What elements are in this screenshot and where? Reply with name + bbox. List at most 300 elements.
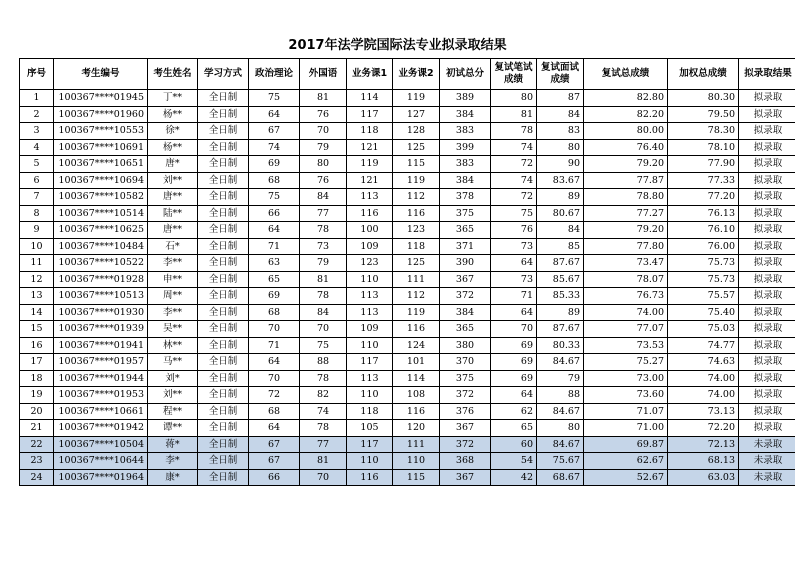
cell-major-course-1: 121 <box>347 172 393 189</box>
header-foreign-language: 外国语 <box>300 59 347 90</box>
cell-retest-written: 60 <box>491 436 537 453</box>
cell-candidate-id: 100367****10522 <box>54 255 148 272</box>
cell-retest-interview: 84.67 <box>537 403 584 420</box>
cell-study-mode: 全日制 <box>198 139 249 156</box>
cell-prelim-total: 372 <box>440 288 491 305</box>
cell-prelim-total: 376 <box>440 403 491 420</box>
cell-major-course-2: 110 <box>393 453 440 470</box>
cell-candidate-id: 100367****10513 <box>54 288 148 305</box>
cell-retest-interview: 90 <box>537 156 584 173</box>
cell-politics: 75 <box>249 90 300 107</box>
cell-retest-written: 62 <box>491 403 537 420</box>
cell-major-course-2: 125 <box>393 255 440 272</box>
cell-study-mode: 全日制 <box>198 304 249 321</box>
cell-major-course-1: 118 <box>347 123 393 140</box>
cell-major-course-2: 115 <box>393 156 440 173</box>
cell-prelim-total: 383 <box>440 123 491 140</box>
cell-name: 李** <box>148 255 198 272</box>
cell-result: 拟录取 <box>739 304 795 321</box>
cell-result: 拟录取 <box>739 222 795 239</box>
header-result: 拟录取结果 <box>739 59 795 90</box>
admission-results-table <box>19 58 795 486</box>
cell-result: 拟录取 <box>739 370 795 387</box>
cell-prelim-total: 367 <box>440 271 491 288</box>
cell-candidate-id: 100367****01945 <box>54 90 148 107</box>
cell-retest-total: 77.80 <box>584 238 668 255</box>
cell-weighted-total: 73.13 <box>668 403 739 420</box>
cell-retest-interview: 84.67 <box>537 436 584 453</box>
cell-index: 23 <box>20 453 54 470</box>
table-row <box>20 354 795 371</box>
cell-foreign-language: 75 <box>300 337 347 354</box>
cell-retest-total: 69.87 <box>584 436 668 453</box>
cell-politics: 71 <box>249 337 300 354</box>
cell-weighted-total: 79.50 <box>668 106 739 123</box>
cell-retest-written: 69 <box>491 370 537 387</box>
cell-politics: 71 <box>249 238 300 255</box>
cell-name: 唐* <box>148 156 198 173</box>
table-body <box>20 90 795 486</box>
cell-retest-written: 75 <box>491 205 537 222</box>
cell-retest-interview: 85.67 <box>537 271 584 288</box>
header-study-mode: 学习方式 <box>198 59 249 90</box>
cell-study-mode: 全日制 <box>198 172 249 189</box>
cell-prelim-total: 370 <box>440 354 491 371</box>
cell-study-mode: 全日制 <box>198 469 249 486</box>
cell-major-course-1: 123 <box>347 255 393 272</box>
header-name: 考生姓名 <box>148 59 198 90</box>
cell-retest-interview: 79 <box>537 370 584 387</box>
cell-major-course-2: 114 <box>393 370 440 387</box>
cell-weighted-total: 75.40 <box>668 304 739 321</box>
cell-index: 11 <box>20 255 54 272</box>
cell-foreign-language: 70 <box>300 123 347 140</box>
cell-retest-written: 69 <box>491 354 537 371</box>
cell-prelim-total: 372 <box>440 436 491 453</box>
cell-retest-interview: 80.33 <box>537 337 584 354</box>
cell-foreign-language: 81 <box>300 90 347 107</box>
cell-major-course-2: 123 <box>393 222 440 239</box>
header-index: 序号 <box>20 59 54 90</box>
table-row <box>20 222 795 239</box>
cell-study-mode: 全日制 <box>198 106 249 123</box>
cell-name: 刘* <box>148 370 198 387</box>
cell-study-mode: 全日制 <box>198 90 249 107</box>
cell-candidate-id: 100367****10691 <box>54 139 148 156</box>
cell-name: 谭** <box>148 420 198 437</box>
cell-name: 林** <box>148 337 198 354</box>
cell-major-course-1: 113 <box>347 189 393 206</box>
cell-result: 拟录取 <box>739 106 795 123</box>
cell-politics: 70 <box>249 321 300 338</box>
cell-candidate-id: 100367****10514 <box>54 205 148 222</box>
cell-result: 拟录取 <box>739 205 795 222</box>
cell-retest-written: 42 <box>491 469 537 486</box>
cell-candidate-id: 100367****01964 <box>54 469 148 486</box>
cell-politics: 75 <box>249 189 300 206</box>
cell-weighted-total: 72.20 <box>668 420 739 437</box>
cell-name: 程** <box>148 403 198 420</box>
table-row <box>20 370 795 387</box>
cell-major-course-1: 110 <box>347 387 393 404</box>
cell-weighted-total: 76.13 <box>668 205 739 222</box>
cell-name: 石* <box>148 238 198 255</box>
cell-result: 拟录取 <box>739 123 795 140</box>
cell-major-course-1: 116 <box>347 469 393 486</box>
cell-candidate-id: 100367****01957 <box>54 354 148 371</box>
cell-retest-total: 73.60 <box>584 387 668 404</box>
cell-retest-written: 69 <box>491 337 537 354</box>
cell-name: 杨** <box>148 106 198 123</box>
cell-prelim-total: 380 <box>440 337 491 354</box>
cell-retest-total: 74.00 <box>584 304 668 321</box>
cell-foreign-language: 78 <box>300 288 347 305</box>
cell-major-course-2: 116 <box>393 403 440 420</box>
cell-major-course-1: 118 <box>347 403 393 420</box>
cell-retest-interview: 89 <box>537 304 584 321</box>
cell-retest-written: 70 <box>491 321 537 338</box>
cell-result: 拟录取 <box>739 288 795 305</box>
cell-retest-interview: 89 <box>537 189 584 206</box>
cell-study-mode: 全日制 <box>198 436 249 453</box>
cell-retest-interview: 75.67 <box>537 453 584 470</box>
table-row <box>20 255 795 272</box>
cell-index: 5 <box>20 156 54 173</box>
cell-politics: 68 <box>249 403 300 420</box>
cell-major-course-2: 119 <box>393 304 440 321</box>
cell-retest-total: 73.53 <box>584 337 668 354</box>
table-row <box>20 271 795 288</box>
cell-major-course-1: 100 <box>347 222 393 239</box>
cell-result: 未录取 <box>739 436 795 453</box>
cell-foreign-language: 81 <box>300 453 347 470</box>
spreadsheet-page <box>19 33 792 486</box>
cell-retest-total: 78.07 <box>584 271 668 288</box>
cell-name: 申** <box>148 271 198 288</box>
table-row <box>20 321 795 338</box>
cell-foreign-language: 78 <box>300 222 347 239</box>
cell-politics: 66 <box>249 205 300 222</box>
cell-major-course-1: 109 <box>347 321 393 338</box>
cell-name: 李** <box>148 304 198 321</box>
header-weighted-total: 加权总成绩 <box>668 59 739 90</box>
cell-major-course-2: 115 <box>393 469 440 486</box>
cell-weighted-total: 77.20 <box>668 189 739 206</box>
cell-study-mode: 全日制 <box>198 387 249 404</box>
cell-retest-total: 76.40 <box>584 139 668 156</box>
cell-weighted-total: 72.13 <box>668 436 739 453</box>
cell-major-course-1: 113 <box>347 288 393 305</box>
cell-major-course-2: 119 <box>393 172 440 189</box>
cell-index: 8 <box>20 205 54 222</box>
cell-weighted-total: 63.03 <box>668 469 739 486</box>
cell-politics: 64 <box>249 222 300 239</box>
cell-retest-total: 79.20 <box>584 222 668 239</box>
table-row <box>20 139 795 156</box>
cell-retest-written: 72 <box>491 156 537 173</box>
cell-index: 3 <box>20 123 54 140</box>
cell-name: 刘** <box>148 387 198 404</box>
cell-name: 徐* <box>148 123 198 140</box>
cell-major-course-2: 112 <box>393 288 440 305</box>
cell-name: 刘** <box>148 172 198 189</box>
table-row <box>20 403 795 420</box>
header-row <box>20 59 795 90</box>
cell-foreign-language: 76 <box>300 172 347 189</box>
cell-result: 拟录取 <box>739 354 795 371</box>
cell-index: 9 <box>20 222 54 239</box>
cell-weighted-total: 78.30 <box>668 123 739 140</box>
cell-major-course-2: 111 <box>393 436 440 453</box>
cell-prelim-total: 375 <box>440 205 491 222</box>
cell-major-course-2: 112 <box>393 189 440 206</box>
cell-major-course-2: 111 <box>393 271 440 288</box>
cell-major-course-2: 119 <box>393 90 440 107</box>
cell-study-mode: 全日制 <box>198 453 249 470</box>
cell-major-course-1: 114 <box>347 90 393 107</box>
cell-study-mode: 全日制 <box>198 271 249 288</box>
page-title: 2017年法学院国际法专业拟录取结果 <box>288 38 507 53</box>
header-prelim-total: 初试总分 <box>440 59 491 90</box>
cell-weighted-total: 76.10 <box>668 222 739 239</box>
cell-foreign-language: 74 <box>300 403 347 420</box>
cell-index: 24 <box>20 469 54 486</box>
cell-retest-interview: 80 <box>537 420 584 437</box>
cell-prelim-total: 378 <box>440 189 491 206</box>
cell-candidate-id: 100367****10625 <box>54 222 148 239</box>
cell-name: 唐** <box>148 222 198 239</box>
header-politics: 政治理论 <box>249 59 300 90</box>
cell-politics: 74 <box>249 139 300 156</box>
cell-study-mode: 全日制 <box>198 189 249 206</box>
cell-retest-total: 71.07 <box>584 403 668 420</box>
cell-retest-interview: 87.67 <box>537 321 584 338</box>
cell-politics: 66 <box>249 469 300 486</box>
cell-major-course-2: 116 <box>393 321 440 338</box>
cell-result: 拟录取 <box>739 271 795 288</box>
cell-result: 未录取 <box>739 469 795 486</box>
cell-major-course-1: 121 <box>347 139 393 156</box>
cell-weighted-total: 75.03 <box>668 321 739 338</box>
cell-prelim-total: 384 <box>440 172 491 189</box>
cell-index: 22 <box>20 436 54 453</box>
cell-study-mode: 全日制 <box>198 403 249 420</box>
cell-candidate-id: 100367****10553 <box>54 123 148 140</box>
cell-major-course-1: 105 <box>347 420 393 437</box>
cell-prelim-total: 375 <box>440 370 491 387</box>
header-major-course-2: 业务课2 <box>393 59 440 90</box>
cell-major-course-2: 128 <box>393 123 440 140</box>
cell-politics: 68 <box>249 304 300 321</box>
cell-politics: 63 <box>249 255 300 272</box>
cell-candidate-id: 100367****01930 <box>54 304 148 321</box>
cell-result: 拟录取 <box>739 255 795 272</box>
cell-prelim-total: 371 <box>440 238 491 255</box>
cell-study-mode: 全日制 <box>198 123 249 140</box>
cell-politics: 68 <box>249 172 300 189</box>
cell-retest-interview: 80 <box>537 139 584 156</box>
cell-foreign-language: 70 <box>300 469 347 486</box>
cell-study-mode: 全日制 <box>198 321 249 338</box>
cell-result: 拟录取 <box>739 156 795 173</box>
cell-foreign-language: 80 <box>300 156 347 173</box>
cell-foreign-language: 84 <box>300 189 347 206</box>
cell-prelim-total: 383 <box>440 156 491 173</box>
cell-foreign-language: 73 <box>300 238 347 255</box>
cell-retest-interview: 84 <box>537 222 584 239</box>
table-row <box>20 205 795 222</box>
cell-study-mode: 全日制 <box>198 255 249 272</box>
cell-result: 拟录取 <box>739 403 795 420</box>
cell-retest-written: 78 <box>491 123 537 140</box>
table-row <box>20 106 795 123</box>
cell-study-mode: 全日制 <box>198 337 249 354</box>
cell-major-course-2: 116 <box>393 205 440 222</box>
cell-foreign-language: 79 <box>300 255 347 272</box>
cell-politics: 69 <box>249 156 300 173</box>
cell-prelim-total: 368 <box>440 453 491 470</box>
cell-retest-total: 78.80 <box>584 189 668 206</box>
cell-candidate-id: 100367****01928 <box>54 271 148 288</box>
cell-retest-total: 77.27 <box>584 205 668 222</box>
cell-index: 19 <box>20 387 54 404</box>
cell-retest-total: 71.00 <box>584 420 668 437</box>
cell-major-course-1: 119 <box>347 156 393 173</box>
cell-prelim-total: 367 <box>440 420 491 437</box>
cell-result: 拟录取 <box>739 337 795 354</box>
header-retest-written: 复试笔试成绩 <box>491 59 537 90</box>
cell-study-mode: 全日制 <box>198 354 249 371</box>
cell-foreign-language: 79 <box>300 139 347 156</box>
cell-result: 拟录取 <box>739 139 795 156</box>
cell-index: 12 <box>20 271 54 288</box>
cell-major-course-2: 125 <box>393 139 440 156</box>
header-candidate-id: 考生编号 <box>54 59 148 90</box>
table-row <box>20 304 795 321</box>
cell-retest-total: 77.07 <box>584 321 668 338</box>
cell-index: 2 <box>20 106 54 123</box>
cell-foreign-language: 77 <box>300 205 347 222</box>
cell-retest-written: 80 <box>491 90 537 107</box>
cell-result: 拟录取 <box>739 90 795 107</box>
cell-retest-written: 76 <box>491 222 537 239</box>
cell-foreign-language: 77 <box>300 436 347 453</box>
cell-weighted-total: 74.77 <box>668 337 739 354</box>
cell-retest-total: 79.20 <box>584 156 668 173</box>
cell-foreign-language: 76 <box>300 106 347 123</box>
cell-major-course-2: 108 <box>393 387 440 404</box>
table-row <box>20 189 795 206</box>
cell-politics: 69 <box>249 288 300 305</box>
cell-index: 4 <box>20 139 54 156</box>
cell-candidate-id: 100367****01953 <box>54 387 148 404</box>
cell-candidate-id: 100367****01960 <box>54 106 148 123</box>
cell-retest-total: 62.67 <box>584 453 668 470</box>
cell-politics: 64 <box>249 106 300 123</box>
cell-prelim-total: 390 <box>440 255 491 272</box>
cell-retest-written: 65 <box>491 420 537 437</box>
cell-major-course-1: 110 <box>347 271 393 288</box>
cell-retest-interview: 83 <box>537 123 584 140</box>
cell-index: 15 <box>20 321 54 338</box>
table-row <box>20 156 795 173</box>
cell-politics: 65 <box>249 271 300 288</box>
cell-study-mode: 全日制 <box>198 370 249 387</box>
table-row <box>20 90 795 107</box>
cell-major-course-1: 117 <box>347 436 393 453</box>
header-major-course-1: 业务课1 <box>347 59 393 90</box>
header-retest-total: 复试总成绩 <box>584 59 668 90</box>
cell-weighted-total: 75.73 <box>668 255 739 272</box>
cell-candidate-id: 100367****01942 <box>54 420 148 437</box>
cell-foreign-language: 70 <box>300 321 347 338</box>
cell-index: 16 <box>20 337 54 354</box>
cell-index: 21 <box>20 420 54 437</box>
table-row <box>20 436 795 453</box>
cell-study-mode: 全日制 <box>198 420 249 437</box>
cell-candidate-id: 100367****10694 <box>54 172 148 189</box>
cell-result: 拟录取 <box>739 172 795 189</box>
cell-candidate-id: 100367****10651 <box>54 156 148 173</box>
cell-retest-total: 52.67 <box>584 469 668 486</box>
cell-retest-interview: 87 <box>537 90 584 107</box>
cell-candidate-id: 100367****01941 <box>54 337 148 354</box>
cell-retest-interview: 87.67 <box>537 255 584 272</box>
cell-prelim-total: 365 <box>440 321 491 338</box>
cell-major-course-2: 124 <box>393 337 440 354</box>
cell-prelim-total: 367 <box>440 469 491 486</box>
cell-retest-written: 71 <box>491 288 537 305</box>
cell-study-mode: 全日制 <box>198 205 249 222</box>
cell-prelim-total: 384 <box>440 106 491 123</box>
cell-major-course-1: 116 <box>347 205 393 222</box>
cell-retest-written: 74 <box>491 172 537 189</box>
cell-weighted-total: 75.57 <box>668 288 739 305</box>
cell-weighted-total: 74.00 <box>668 370 739 387</box>
cell-candidate-id: 100367****01939 <box>54 321 148 338</box>
cell-study-mode: 全日制 <box>198 222 249 239</box>
cell-result: 拟录取 <box>739 387 795 404</box>
cell-name: 杨** <box>148 139 198 156</box>
cell-candidate-id: 100367****10484 <box>54 238 148 255</box>
cell-name: 周** <box>148 288 198 305</box>
cell-candidate-id: 100367****10504 <box>54 436 148 453</box>
cell-politics: 67 <box>249 123 300 140</box>
cell-result: 未录取 <box>739 453 795 470</box>
cell-retest-interview: 83.67 <box>537 172 584 189</box>
cell-prelim-total: 389 <box>440 90 491 107</box>
cell-prelim-total: 372 <box>440 387 491 404</box>
cell-index: 6 <box>20 172 54 189</box>
cell-retest-written: 54 <box>491 453 537 470</box>
cell-retest-interview: 80.67 <box>537 205 584 222</box>
cell-name: 陆** <box>148 205 198 222</box>
cell-foreign-language: 88 <box>300 354 347 371</box>
cell-politics: 67 <box>249 453 300 470</box>
cell-retest-total: 82.20 <box>584 106 668 123</box>
cell-retest-written: 64 <box>491 255 537 272</box>
cell-politics: 67 <box>249 436 300 453</box>
cell-weighted-total: 78.10 <box>668 139 739 156</box>
cell-index: 10 <box>20 238 54 255</box>
cell-retest-total: 77.87 <box>584 172 668 189</box>
table-row <box>20 453 795 470</box>
cell-name: 唐** <box>148 189 198 206</box>
cell-result: 拟录取 <box>739 238 795 255</box>
table-row <box>20 238 795 255</box>
cell-weighted-total: 74.63 <box>668 354 739 371</box>
table-row <box>20 337 795 354</box>
